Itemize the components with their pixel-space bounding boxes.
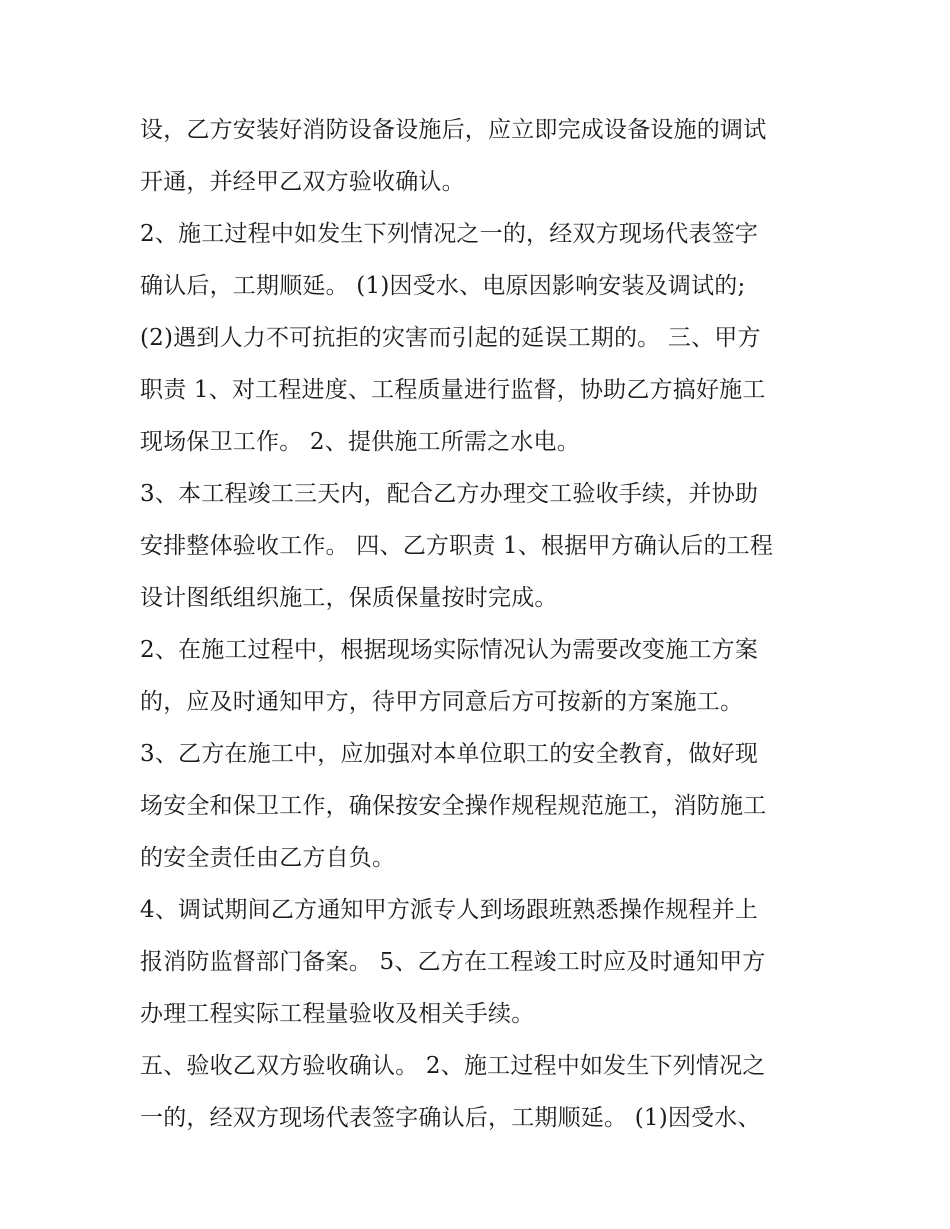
text-line: 职责 1、对工程进度、工程质量进行监督，协助乙方搞好施工 [140,377,766,403]
text-line: 确认后，工期顺延。 (1)因受水、电原因影响安装及调试的; [140,273,746,299]
text-line: 3、乙方在施工中，应加强对本单位职工的安全教育，做好现 [140,741,759,767]
text-line: 设计图纸组织施工，保质保量按时完成。 [140,585,558,611]
text-line: 五、验收乙双方验收确认。 2、施工过程中如发生下列情况之 [140,1053,766,1079]
text-line: 的，应及时通知甲方，待甲方同意后方可按新的方案施工。 [140,689,744,715]
text-line: 4、调试期间乙方通知甲方派专人到场跟班熟悉操作规程并上 [140,897,759,923]
text-line: 开通，并经甲乙双方验收确认。 [140,169,465,195]
text-line: 一的，经双方现场代表签字确认后，工期顺延。 (1)因受水、 [140,1105,761,1131]
text-line: 的安全责任由乙方自负。 [140,845,396,871]
text-line: 办理工程实际工程量验收及相关手续。 [140,1001,535,1027]
text-line: (2)遇到人力不可抗拒的灾害而引起的延误工期的。 三、甲方 [140,325,761,351]
text-line: 现场保卫工作。 2、提供施工所需之水电。 [140,429,580,455]
text-line: 安排整体验收工作。 四、乙方职责 1、根据甲方确认后的工程 [140,533,774,559]
text-line: 场安全和保卫工作，确保按安全操作规程规范施工，消防施工 [140,793,767,819]
text-line: 2、施工过程中如发生下列情况之一的，经双方现场代表签字 [140,221,759,247]
text-line: 报消防监督部门备案。 5、乙方在工程竣工时应及时通知甲方 [140,949,766,975]
text-line: 2、在施工过程中，根据现场实际情况认为需要改变施工方案 [140,637,759,663]
document-body [140,104,820,1144]
text-line: 3、本工程竣工三天内，配合乙方办理交工验收手续，并协助 [140,481,759,507]
text-line: 设，乙方安装好消防设备设施后，应立即完成设备设施的调试 [140,117,767,143]
